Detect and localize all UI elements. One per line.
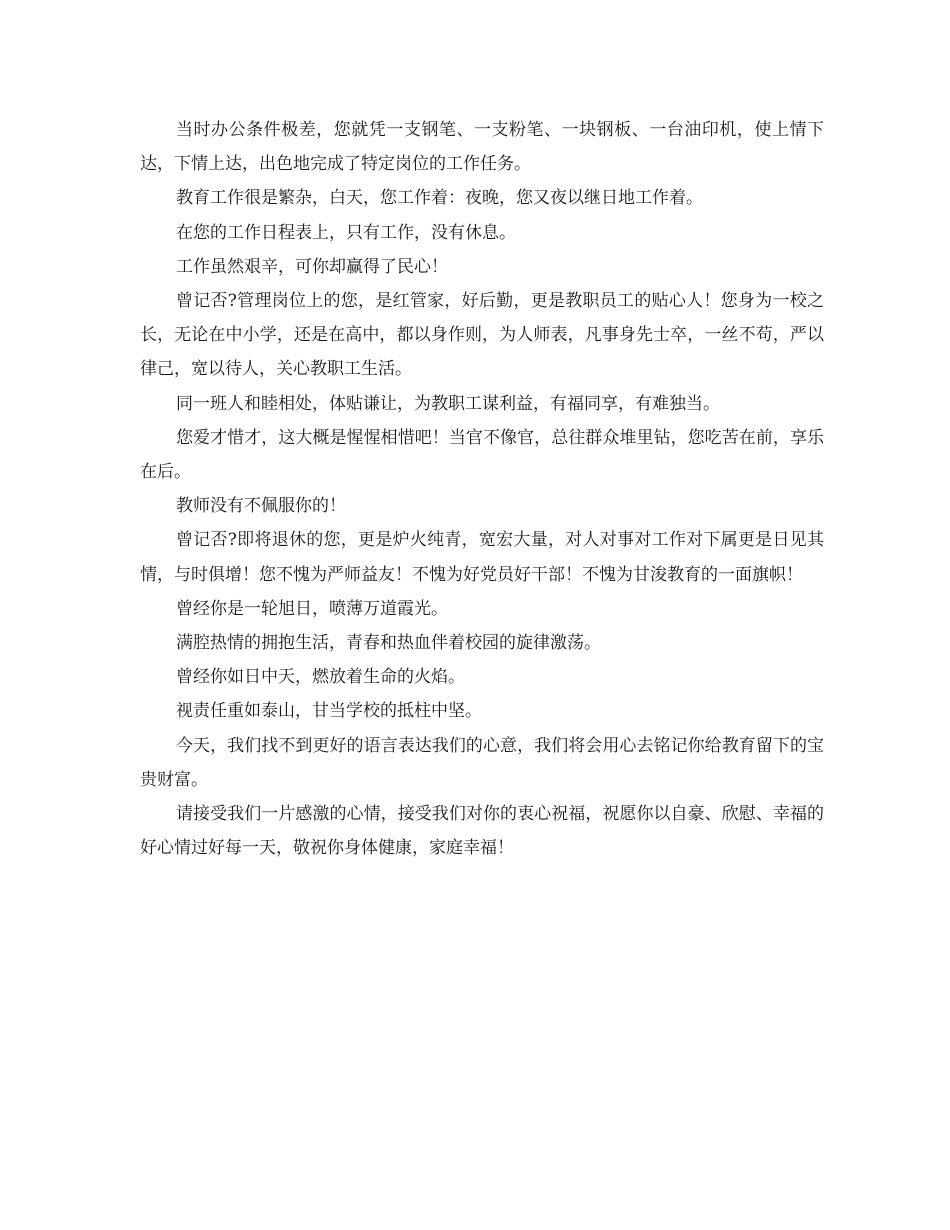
- paragraph: 当时办公条件极差，您就凭一支钢笔、一支粉笔、一块钢板、一台油印机，使上情下达，下情上达，出色地完成了特定岗位的工作任务。: [140, 120, 824, 175]
- paragraph: 视责任重如泰山，甘当学校的抵柱中坚。: [176, 701, 482, 722]
- paragraph: 工作虽然艰辛，可你却赢得了民心！: [176, 256, 448, 277]
- paragraph: 您爱才惜才，这大概是惺惺相惜吧！当官不像官，总往群众堆里钻，您吃苦在前，享乐在后。: [140, 427, 824, 483]
- paragraph: 在您的工作日程表上，只有工作，没有休息。: [176, 222, 516, 243]
- paragraph: 请接受我们一片感激的心情，接受我们对你的衷心祝福，祝愿你以自豪、欣慰、幸福的好心情过好每一天，敬祝你身体健康，家庭幸福！: [140, 804, 824, 859]
- paragraph: 曾记否?即将退休的您，更是炉火纯青，宽宏大量，对人对事对工作对下属更是日见其情，与时俱增！您不愧为严师益友！不愧为好党员好干部！不愧为甘浚教育的一面旗帜！: [140, 530, 824, 585]
- paragraph: 同一班人和睦相处，体贴谦让，为教职工谋利益，有福同享，有难独当。: [176, 393, 720, 414]
- paragraph: 教师没有不佩服你的！: [176, 496, 346, 517]
- paragraph: 曾经你是一轮旭日，喷薄万道霞光。: [176, 598, 448, 619]
- paragraph: 今天，我们找不到更好的语言表达我们的心意，我们将会用心去铭记你给教育留下的宝贵财富。: [140, 735, 824, 790]
- paragraph: 曾记否?管理岗位上的您，是红管家，好后勤，更是教职员工的贴心人！您身为一校之长，无论在中小学，还是在高中，都以身作则，为人师表，凡事身先士卒，一丝不苟，严以律己，宽以待人，关心教职工生活。: [140, 291, 824, 380]
- paragraph: 曾经你如日中天，燃放着生命的火焰。: [176, 667, 465, 688]
- document-body: [140, 113, 824, 865]
- paragraph: 教育工作很是繁杂，白天，您工作着：夜晚，您又夜以继日地工作着。: [176, 188, 703, 209]
- paragraph: 满腔热情的拥抱生活，青春和热血伴着校园的旋律激荡。: [176, 633, 601, 654]
